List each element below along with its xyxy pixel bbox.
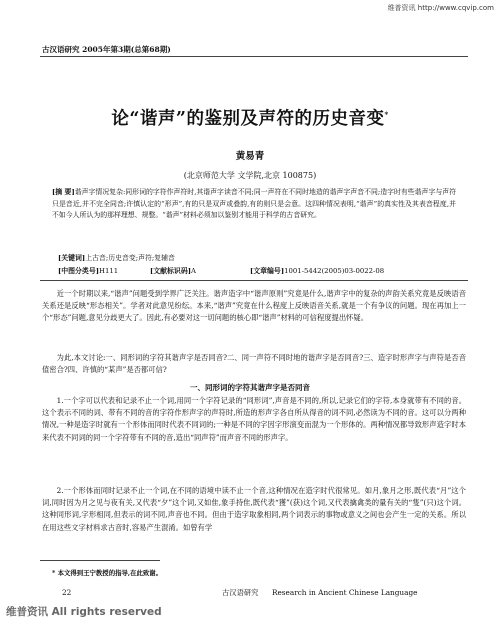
journal-header: 古汉语研究 2005年第3期(总第68期)	[42, 45, 171, 54]
watermark-footer: 维普资讯 All rights reserved	[6, 606, 162, 618]
doc-code: [文献标识码]A	[150, 267, 196, 275]
page-footer	[0, 588, 500, 602]
title-footnote-mark: *	[384, 110, 389, 120]
footer-journal-en: Research in Ancient Chinese Language	[272, 588, 418, 597]
author: 黄易青	[235, 151, 265, 162]
abstract	[52, 187, 456, 222]
keywords-text: 上古音;历史音变;声符;复辅音	[85, 254, 175, 262]
footnote-rule	[40, 560, 160, 561]
paragraph-intro: 近一个时期以来,“谐声”问题受到学界广泛关注。谐声造字中“谐声原则”究竟是什么,谐声字中的复杂的声韵关系究竟是反映语音关系还是反映“形态相关”。学者对此意见纷纭。本来,“谐声”究竟在什么程度上反映语音关系,就是一个有争议的问题。现在再加上一个“形态”问题,意见分歧更大了。因此,有必要对这一切问题的核心即“谐声”材料的可信程度提出怀疑。	[42, 289, 466, 323]
header-rule	[40, 56, 468, 57]
section-heading: 一、同形词的字符其谐声字是否同音	[190, 383, 310, 392]
abstract-rule	[40, 280, 468, 281]
footnote: * 本文得到王宁教授的指导,在此致谢。	[52, 569, 163, 577]
footer-journal-cn: 古汉语研究	[222, 588, 259, 597]
page-number: 22	[62, 588, 72, 597]
keywords	[58, 252, 175, 262]
paragraph-outline: 为此,本文讨论:一、同形词的字符其谐声字是否同音?二、同一声符不同时地的谐声字是否同音?三、造字时形声字与声符是否音值密合?四、许慎的“某声”是否都可信?	[42, 353, 466, 375]
abstract-label: [摘 要]	[52, 188, 75, 196]
affiliation: (北京师范大学 文学院,北京 100875)	[183, 171, 317, 180]
watermark-header: 维普资讯 http://www.cqvip.com	[387, 4, 494, 12]
keywords-label: [关键词]	[58, 254, 86, 262]
paragraph-section-1: 1.一个字可以代表和记录不止一个词,用同一个字符记录的“同形词”,声音是不同的,所以,记录它们的字符,本身就带有不同的音。这个表示不同的词、带有不同的音的字符作形声字的声符时,所造的形声字各自所从得音的词不同,必然读为不同的音。这可以分两种情况,一种是造字时就有一个形体而同时代表不同词的;一种是不同的字因字形演变而混为一个形体的。两种情况都导致形声造字时本来代表不同词的同一个字符带有不同的音,造出“同声符”而声音不同的形声字。	[42, 396, 466, 442]
clc-code: [中图分类号]H111	[58, 267, 119, 275]
abstract-text: 谐声字情况复杂:同形词的字符作声符时,其谐声字读音不同;同一声符在不同时地造的谐声字声音不同;造字时有些谐声字与声符只是音近,并不完全同音;许慎认定的“形声”,有的只是双声或叠韵,有的则只是会意。这四种情况表明,“谐声”的真实性及其表音程度,并不如今人所认为的那样理想、规整。“谐声”材料必须加以鉴别才能用于科学的古音研究。	[52, 188, 457, 219]
article-number: [文章编号]1001-5442(2005)03-0022-08	[250, 267, 385, 275]
paragraph-section-2: 2.一个形体而同时记录不止一个词,在不同的语境中读不止一个音,这种情况在造字时代很常见。如月,象月之形,既代表“月”这个词,同时因为月之见与夜有关,又代表“夕”这个词,又如隹,象手持隹,既代表“獲”(获)这个词,又代表擒禽类的量有关的“隻”(只)这个词。这种同形词,字形相同,但表示的词不同,声音也不同。但由于造字取象相同,两个词表示的事物或意义之间也会产生一定的关系。所以在用这些文字材料求古音时,容易产生混淆。如曾有学	[42, 486, 466, 532]
classification-row	[58, 265, 462, 275]
article-title: 论“谐声”的鉴别及声符的历史音变*	[111, 109, 389, 129]
